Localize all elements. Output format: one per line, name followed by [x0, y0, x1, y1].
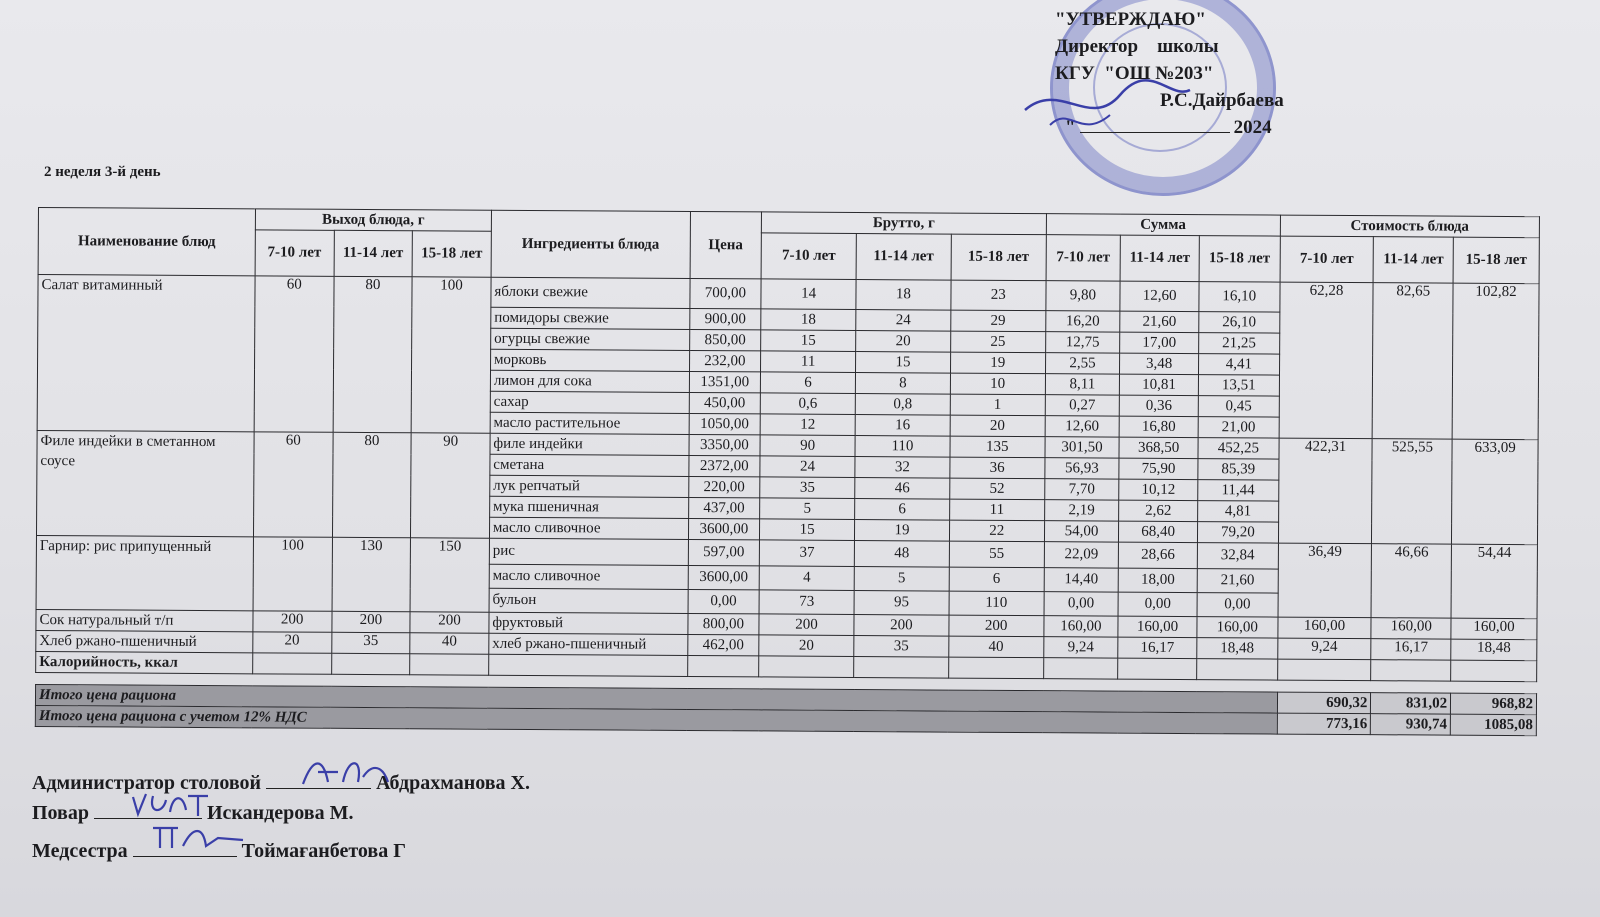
ingredient-brutto-age3: 135 [950, 436, 1045, 458]
ingredient-sum-age1: 22,09 [1044, 542, 1119, 568]
ingredient-brutto-age2: 20 [856, 330, 951, 352]
ingredient-brutto-age1: 24 [760, 456, 855, 478]
ingredient-brutto-age3: 55 [949, 541, 1044, 568]
ingredient-sum-age1: 7,70 [1044, 479, 1119, 500]
ingredient-sum-age3: 21,25 [1199, 333, 1280, 354]
ingredient-sum-age1: 0,00 [1044, 592, 1119, 616]
signatures-block [32, 768, 530, 866]
ingredient-brutto-age1: 73 [759, 590, 854, 615]
dish-cost-age3: 18,48 [1451, 639, 1537, 661]
ingredient-brutto-age3: 200 [949, 615, 1044, 637]
dish-cost-age2: 16,17 [1371, 639, 1451, 660]
header-brutto: Брутто, г [762, 212, 1047, 235]
ingredient-name: рис [489, 538, 688, 565]
ingredient-sum-age2: 368,50 [1119, 437, 1198, 458]
ingredient-name: лимон для сока [490, 370, 689, 392]
ingredient-price: 1351,00 [689, 371, 761, 392]
ingredient-brutto-age2: 46 [855, 477, 950, 499]
dish-output-age1: 100 [253, 537, 332, 611]
ingredient-sum-age1: 9,24 [1043, 637, 1118, 658]
ingredient-sum-age3: 21,60 [1197, 569, 1278, 593]
ingredient-sum-age2: 0,00 [1118, 592, 1197, 616]
dish-output-age3: 40 [410, 633, 489, 654]
ingredient-brutto-age1: 90 [760, 435, 855, 457]
ingredient-sum-age1: 54,00 [1044, 521, 1119, 542]
dish-output-age2: 130 [332, 537, 411, 611]
ingredient-name: сметана [490, 454, 689, 476]
dish-name: Салат витаминный [37, 275, 255, 432]
ingredient-sum-age1: 16,20 [1045, 311, 1120, 332]
ingredient-name: фруктовый [489, 612, 688, 634]
ingredient-brutto-age3: 25 [950, 331, 1045, 353]
dish-cost-age3: 160,00 [1451, 618, 1537, 640]
ingredient-sum-age3: 0,00 [1197, 593, 1278, 617]
dish-cost-age2: 525,55 [1372, 439, 1452, 544]
approval-date-quote: " [1065, 117, 1076, 138]
ingredient-sum-age3: 32,84 [1197, 543, 1278, 569]
ingredient-brutto-age1: 15 [761, 330, 856, 352]
dish-output-age2: 35 [331, 632, 410, 653]
ingredient-brutto-age3: 36 [950, 457, 1045, 479]
total-vat-value-age2: 930,74 [1371, 714, 1451, 735]
signature-row-nurse [32, 836, 530, 866]
ingredient-brutto-age2: 15 [856, 351, 951, 373]
ingredient-name: мука пшеничная [490, 496, 689, 518]
ingredient-price: 3600,00 [688, 518, 760, 539]
dish-name: Филе индейки в сметанном соусе [36, 430, 253, 536]
ingredient-sum-age3: 4,81 [1198, 501, 1279, 522]
dish-cost-age2: 46,66 [1371, 544, 1451, 618]
ingredient-sum-age1: 2,19 [1044, 500, 1119, 521]
ingredient-sum-age3: 452,25 [1198, 438, 1279, 459]
ingredient-brutto-age3: 1 [950, 394, 1045, 416]
ingredient-sum-age3: 0,45 [1198, 396, 1279, 417]
ingredient-brutto-age1: 37 [760, 540, 855, 567]
total-vat-value-age3: 1085,08 [1450, 714, 1536, 736]
ingredient-price: 462,00 [687, 634, 759, 655]
ingredient-sum-age1: 12,75 [1045, 332, 1120, 353]
ingredient-brutto-age2: 200 [854, 614, 949, 636]
ingredient-name: масло растительное [490, 412, 689, 434]
dish-cost-age2: 160,00 [1371, 618, 1451, 639]
ingredient-brutto-age2: 16 [855, 414, 950, 436]
ingredient-sum-age2: 160,00 [1118, 616, 1197, 637]
ingredient-price: 0,00 [688, 589, 760, 613]
header-output-age1: 7-10 лет [255, 230, 334, 276]
signature-role-nurse: Медсестра [32, 840, 128, 862]
ingredient-brutto-age3: 20 [950, 415, 1045, 437]
director-signature [1020, 70, 1200, 140]
dish-cost-age1: 9,24 [1277, 638, 1371, 660]
ingredient-brutto-age1: 35 [760, 477, 855, 499]
ingredient-brutto-age3: 52 [950, 478, 1045, 500]
ingredient-name: филе индейки [490, 433, 689, 455]
ingredient-sum-age2: 28,66 [1119, 542, 1198, 568]
header-sum-age1: 7-10 лет [1046, 235, 1121, 281]
ingredient-brutto-age1: 12 [760, 414, 855, 436]
dish-cost-age1: 160,00 [1278, 617, 1372, 639]
ingredient-sum-age1: 2,55 [1045, 353, 1120, 374]
ingredient-brutto-age1: 6 [761, 372, 856, 394]
signature-name-admin: Абдрахманова Х. [376, 772, 531, 794]
ingredient-brutto-age1: 14 [761, 279, 856, 310]
ingredient-price: 800,00 [687, 613, 759, 634]
signature-name-cook: Искандерова М. [206, 802, 354, 824]
ingredient-brutto-age1: 20 [759, 635, 854, 657]
ingredient-price: 3350,00 [689, 434, 761, 455]
ingredient-brutto-age3: 19 [950, 352, 1045, 374]
ingredient-name: огурцы свежие [491, 328, 690, 350]
ingredient-sum-age2: 18,00 [1118, 568, 1197, 592]
ingredient-brutto-age2: 5 [854, 566, 949, 591]
dish-output-age2: 80 [332, 432, 411, 537]
cook-handwritten-signature [128, 782, 218, 822]
header-ingredients: Ингредиенты блюда [491, 210, 690, 278]
menu-table [35, 207, 1540, 736]
ingredient-sum-age2: 3,48 [1120, 353, 1199, 374]
approval-year: 2024 [1233, 117, 1272, 138]
approval-director-name: Р.С.Дайрбаева [1160, 90, 1284, 111]
ingredient-sum-age2: 16,17 [1118, 637, 1197, 658]
ingredient-sum-age3: 4,41 [1198, 354, 1279, 375]
dish-cost-age3: 102,82 [1452, 283, 1539, 440]
header-price: Цена [690, 211, 762, 278]
ingredient-brutto-age3: 6 [949, 567, 1044, 592]
ingredient-brutto-age2: 18 [856, 279, 951, 310]
calories-label: Калорийность, ккал [36, 651, 253, 673]
ingredient-brutto-age1: 5 [760, 498, 855, 520]
ingredient-brutto-age2: 110 [855, 435, 950, 457]
dish-name: Сок натуральный т/п [36, 609, 253, 631]
total-label: Итого цена рациона [35, 684, 1277, 713]
week-day-label: 2 неделя 3-й день [44, 164, 161, 180]
ingredient-sum-age3: 21,00 [1198, 417, 1279, 438]
ingredient-sum-age2: 68,40 [1119, 521, 1198, 542]
ingredient-brutto-age3: 29 [951, 310, 1046, 332]
total-value-age3: 968,82 [1451, 693, 1537, 715]
dish-cost-age2: 82,65 [1373, 283, 1454, 439]
header-cost-age1: 7-10 лет [1280, 236, 1374, 283]
approval-title: "УТВЕРЖДАЮ" [1055, 9, 1206, 30]
ingredient-brutto-age3: 10 [950, 373, 1045, 395]
ingredient-name: сахар [490, 391, 689, 413]
ingredient-sum-age1: 8,11 [1045, 374, 1120, 395]
ingredient-brutto-age1: 11 [761, 351, 856, 373]
ingredient-brutto-age2: 32 [855, 456, 950, 478]
ingredient-price: 1050,00 [689, 413, 761, 434]
ingredient-sum-age2: 12,60 [1120, 281, 1199, 311]
ingredient-price: 900,00 [689, 308, 761, 329]
dish-output-age1: 60 [254, 276, 334, 432]
header-sum-age2: 11-14 лет [1120, 235, 1199, 281]
dish-output-age1: 200 [253, 611, 332, 632]
ingredient-name: лук репчатый [490, 475, 689, 497]
dish-name: Гарнир: рис припущенный [36, 535, 253, 610]
menu-footer [35, 651, 1536, 735]
ingredient-name: хлеб ржано-пшеничный [489, 633, 688, 655]
ingredient-sum-age2: 16,80 [1119, 416, 1198, 437]
ingredient-brutto-age2: 8 [855, 372, 950, 394]
ingredient-brutto-age3: 22 [949, 520, 1044, 542]
ingredient-brutto-age1: 200 [759, 614, 854, 636]
ingredient-brutto-age2: 6 [855, 498, 950, 520]
ingredient-sum-age3: 160,00 [1197, 617, 1278, 638]
ingredient-brutto-age2: 35 [854, 635, 949, 657]
ingredient-brutto-age1: 0,6 [760, 393, 855, 415]
ingredient-brutto-age2: 48 [854, 540, 949, 567]
header-output-age2: 11-14 лет [334, 230, 413, 276]
ingredient-sum-age2: 10,81 [1120, 374, 1199, 395]
dish-cost-age1: 36,49 [1278, 543, 1372, 618]
ingredient-sum-age1: 56,93 [1045, 458, 1120, 479]
total-value-age2: 831,02 [1371, 693, 1451, 714]
ingredient-sum-age2: 75,90 [1119, 458, 1198, 479]
ingredient-sum-age1: 0,27 [1045, 395, 1120, 416]
ingredient-sum-age1: 14,40 [1044, 568, 1119, 592]
ingredient-sum-age1: 9,80 [1046, 281, 1121, 311]
approval-position: Директор школы [1055, 36, 1219, 57]
header-brutto-age1: 7-10 лет [761, 233, 856, 280]
signature-row-admin [32, 768, 530, 798]
nurse-handwritten-signature [148, 818, 248, 854]
ingredient-name: морковь [490, 349, 689, 371]
ingredient-sum-age2: 0,36 [1120, 395, 1199, 416]
ingredient-sum-age3: 11,44 [1198, 480, 1279, 501]
dish-output-age3: 90 [411, 433, 490, 538]
ingredient-sum-age3: 79,20 [1197, 522, 1278, 543]
ingredient-name: масло сливочное [489, 517, 688, 539]
ingredient-sum-age2: 10,12 [1119, 479, 1198, 500]
ingredient-brutto-age3: 40 [949, 636, 1044, 658]
header-output-age3: 15-18 лет [412, 231, 491, 277]
ingredient-brutto-age1: 4 [759, 566, 854, 591]
ingredient-name: бульон [489, 588, 688, 613]
signature-name-nurse: Тоймағанбетова Г [241, 840, 406, 862]
signature-role-admin: Администратор столовой [32, 772, 262, 794]
header-brutto-age2: 11-14 лет [856, 233, 951, 280]
total-value-age1: 690,32 [1277, 692, 1371, 714]
dish-output-age1: 60 [253, 432, 332, 537]
ingredient-brutto-age1: 15 [760, 519, 855, 541]
ingredient-sum-age2: 21,60 [1120, 311, 1199, 332]
ingredient-price: 232,00 [689, 350, 761, 371]
ingredient-sum-age1: 301,50 [1045, 437, 1120, 458]
dish-output-age2: 80 [333, 276, 413, 432]
ingredient-sum-age1: 160,00 [1044, 616, 1119, 637]
ingredient-sum-age3: 16,10 [1199, 282, 1280, 312]
dish-output-age3: 200 [410, 612, 489, 633]
header-cost: Стоимость блюда [1280, 215, 1539, 238]
ingredient-price: 597,00 [688, 539, 760, 565]
ingredient-price: 3600,00 [688, 565, 760, 589]
header-cost-age2: 11-14 лет [1374, 237, 1454, 283]
dish-name: Хлеб ржано-пшеничный [36, 630, 253, 652]
ingredient-sum-age2: 17,00 [1120, 332, 1199, 353]
dish-cost-age3: 633,09 [1452, 439, 1539, 545]
header-sum-age3: 15-18 лет [1199, 236, 1280, 282]
admin-handwritten-signature [298, 752, 398, 792]
ingredient-price: 700,00 [689, 278, 761, 308]
ingredient-sum-age3: 85,39 [1198, 459, 1279, 480]
ingredient-sum-age3: 18,48 [1197, 638, 1278, 659]
signature-role-cook: Повар [32, 802, 89, 824]
signature-row-cook [32, 798, 530, 828]
ingredient-sum-age3: 26,10 [1199, 312, 1280, 333]
ingredient-brutto-age2: 19 [854, 519, 949, 541]
ingredient-brutto-age2: 95 [854, 590, 949, 615]
approval-organization: КГУ "ОШ №203" [1055, 63, 1214, 84]
header-brutto-age3: 15-18 лет [951, 234, 1046, 281]
ingredient-price: 450,00 [689, 392, 761, 413]
ingredient-price: 2372,00 [688, 455, 760, 476]
ingredient-sum-age2: 2,62 [1119, 500, 1198, 521]
ingredient-price: 220,00 [688, 476, 760, 497]
ingredient-brutto-age3: 11 [949, 499, 1044, 521]
dish-output-age3: 100 [411, 277, 491, 433]
header-output: Выход блюда, г [255, 209, 491, 231]
ingredient-price: 850,00 [689, 329, 761, 350]
ingredient-brutto-age1: 18 [761, 309, 856, 331]
ingredient-name: помидоры свежие [491, 307, 690, 329]
ingredient-sum-age1: 12,60 [1045, 416, 1120, 437]
total-vat-label: Итого цена рациона с учетом 12% НДС [35, 705, 1277, 734]
ingredient-name: яблоки свежие [491, 277, 690, 308]
total-vat-value-age1: 773,16 [1277, 713, 1371, 735]
menu-body [36, 275, 1539, 661]
dish-cost-age1: 422,31 [1278, 438, 1372, 544]
ingredient-name: масло сливочное [489, 564, 688, 589]
ingredient-sum-age3: 13,51 [1198, 375, 1279, 396]
ingredient-brutto-age3: 23 [951, 280, 1046, 311]
ingredient-brutto-age3: 110 [949, 591, 1044, 616]
dish-output-age2: 200 [331, 611, 410, 632]
header-dish: Наименование блюд [38, 208, 255, 276]
dish-output-age3: 150 [410, 538, 489, 612]
header-sum: Сумма [1046, 214, 1280, 236]
dish-cost-age1: 62,28 [1279, 282, 1374, 439]
dish-cost-age3: 54,44 [1451, 544, 1537, 619]
ingredient-brutto-age2: 24 [856, 309, 951, 331]
header-cost-age3: 15-18 лет [1453, 237, 1539, 284]
ingredient-price: 437,00 [688, 497, 760, 518]
dish-output-age1: 20 [253, 632, 332, 653]
ingredient-brutto-age2: 0,8 [855, 393, 950, 415]
